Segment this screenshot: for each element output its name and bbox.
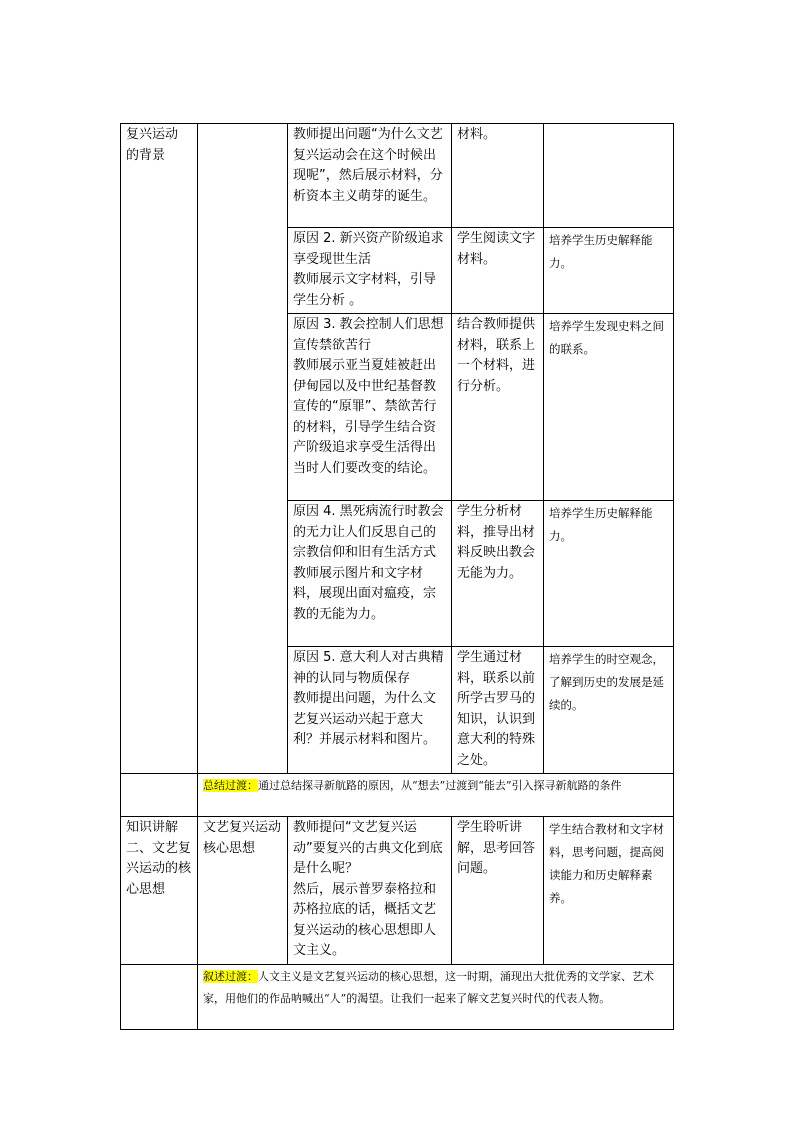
topic-cell: 文艺复兴运动核心思想 — [198, 817, 288, 965]
student-activity-cell: 学生通过材料，联系以前所学古罗马的知识，认识到意大利的特殊之处。 — [452, 647, 544, 774]
table-row — [121, 124, 674, 228]
student-activity-cell: 材料。 — [452, 124, 544, 228]
design-intent-cell: 学生结合教材和文字材料，思考问题，提高阅读能力和历史解释素养。 — [544, 817, 674, 965]
table-row — [121, 774, 674, 817]
student-activity-cell: 学生阅读文字材料。 — [452, 228, 544, 314]
teacher-activity-cell: 教师提问“文艺复兴运动”要复兴的古典文化到底是什么呢？ 然后，展示普罗泰格拉和苏格拉底的话，概括文艺复兴运动的核心思想即人文主义。 — [288, 817, 452, 965]
teacher-activity-cell: 原因 4. 黑死病流行时教会的无力让人们反思自己的宗教信仰和旧有生活方式 教师展示图片和文字材料，展现出面对瘟疫，宗教的无能为力。 — [288, 501, 452, 647]
transition-text: 人文主义是文艺复兴运动的核心思想，这一时期，涌现出大批优秀的文学家、艺术家，用他们的作品呐喊出“人”的渴望。让我们一起来了解文艺复兴时代的代表人物。 — [203, 969, 654, 1005]
teacher-activity-cell: 原因 5. 意大利人对古典精神的认同与物质保存 教师提出问题，为什么文艺复兴运动兴起于意大利？并展示材料和图片。 — [288, 647, 452, 774]
design-intent-cell: 培养学生历史解释能力。 — [544, 228, 674, 314]
design-intent-cell: 培养学生发现史料之间的联系。 — [544, 314, 674, 501]
table-row — [121, 964, 674, 1029]
section-cell — [121, 964, 198, 1029]
design-intent-cell: 培养学生历史解释能力。 — [544, 501, 674, 647]
student-activity-cell: 结合教师提供材料，联系上一个材料，进行分析。 — [452, 314, 544, 501]
transition-label: 叙述过渡： — [203, 969, 258, 983]
lesson-plan-table — [120, 123, 674, 1030]
section-cell — [121, 774, 198, 817]
teacher-activity-cell: 原因 2. 新兴资产阶级追求享受现世生活 教师展示文字材料，引导学生分析 。 — [288, 228, 452, 314]
design-intent-cell: 培养学生的时空观念，了解到历史的发展是延续的。 — [544, 647, 674, 774]
transition-label: 总结过渡： — [203, 779, 258, 792]
student-activity-cell: 学生分析材料，推导出材料反映出教会无能为力。 — [452, 501, 544, 647]
table-row — [121, 817, 674, 965]
design-intent-cell — [544, 124, 674, 228]
student-activity-cell: 学生聆听讲解，思考回答问题。 — [452, 817, 544, 965]
transition-note — [198, 774, 674, 817]
teacher-activity-cell: 教师提出问题“为什么文艺复兴运动会在这个时候出现呢”，然后展示材料，分析资本主义萌芽的诞生。 — [288, 124, 452, 228]
topic-cell — [198, 124, 288, 774]
section-cell: 复兴运动 的背景 — [121, 124, 198, 774]
transition-note — [198, 964, 674, 1029]
section-cell: 知识讲解二、文艺复兴运动的核心思想 — [121, 817, 198, 965]
teacher-activity-cell: 原因 3. 教会控制人们思想宣传禁欲苦行 教师展示亚当夏娃被赶出伊甸园以及中世纪基督教宣传的“原罪”、禁欲苦行的材料，引导学生结合资产阶级追求享受生活得出当时人们要改变的结论。 — [288, 314, 452, 501]
transition-text: 通过总结探寻新航路的原因，从“想去”过渡到“能去”引入探寻新航路的条件 — [258, 779, 622, 792]
